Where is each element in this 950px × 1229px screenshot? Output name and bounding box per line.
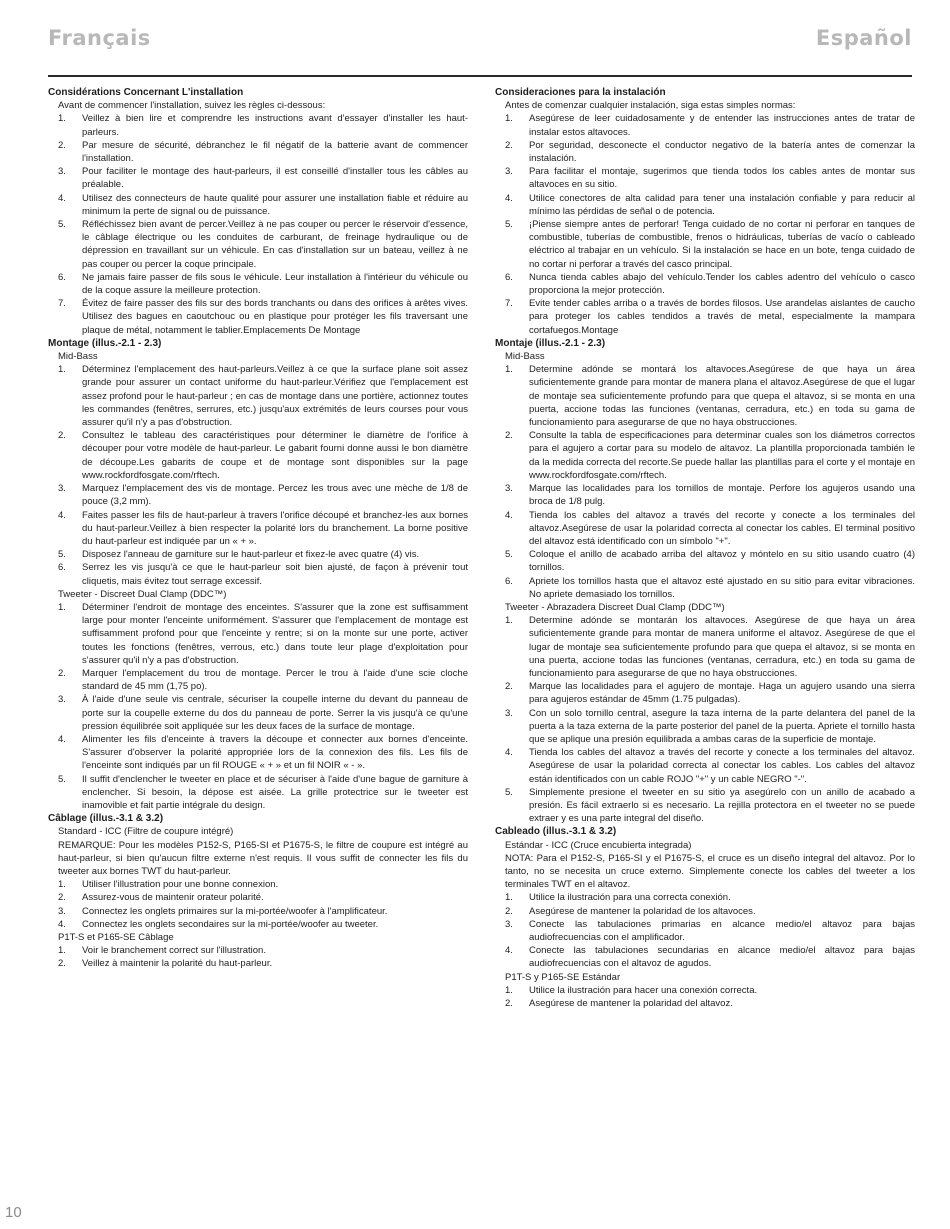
list-item-number: 2. [58,430,66,442]
list-item-number: 3. [505,166,513,178]
list-item-number: 3. [58,166,66,178]
list-item-text: Evite tender cables arriba o a través de bordes filosos. Use arandelas aislantes de caucho para proteger los cables tendidos a través de metal, especialmente la mampara cortafuegos.Montage [529,298,915,336]
list-item [495,575,915,601]
list-item [495,891,915,904]
list-item-number: 3. [505,918,513,930]
list-item-text: Marquez l'emplacement des vis de montage. Percez les trous avec une mèche de 1/8 de pouce (3,2 mm). [82,483,468,508]
list-item-text: Para facilitar el montaje, sugerimos que tienda todos los cables antes de montar sus altavoces en su sitio. [529,166,915,191]
list-item-number: 3. [58,694,66,706]
list-item [48,561,468,587]
section-heading: Montaje (illus.-2.1 - 2.3) [495,337,606,349]
list-item [48,271,468,297]
list-item [495,363,915,429]
list-item [48,957,468,970]
list-item-number: 4. [505,945,513,957]
list-item-number: 1. [505,984,513,996]
list-item [495,297,915,337]
list-item-text: Consultez le tableau des caractéristiques pour déterminer le diamètre de l'orifice à découper pour votre modèle de haut-parleur. Le gabarit fourni donne aussi le bon diamètre de découpe.Les gabarits de coupe et de montage sont disponibles sur la page www.rockfordfosgate.com/rftech. [82,430,468,481]
list-item-number: 4. [505,192,513,204]
list-item-text: Évitez de faire passer des fils sur des bords tranchants ou dans des orifices à arêtes vives. Utilisez des bagues en caoutchouc ou en plastique pour protéger les fils traversant une plaque de métal, notamment le tablier.Emplacements De Montage [82,298,468,336]
list-item-text: Nunca tienda cables abajo del vehículo.Tender los cables adentro del vehículo o casco proporciona la mejor protección. [529,271,915,297]
list-item-number: 2. [505,681,513,693]
list-item-text: Veillez à maintenir la polarité du haut-parleur. [82,958,273,970]
list-item-number: 2. [505,430,513,442]
list-item [48,165,468,191]
list-item-number: 1. [58,364,66,376]
paragraph: Avant de commencer l'installation, suivez les règles ci-dessous: [58,100,326,112]
list-item-text: Apriete los tornillos hasta que el altavoz esté ajustado en su sitio para evitar vibraciones. No apriete demasiado los tornillos. [529,575,915,600]
list-item [48,891,468,904]
list-item-text: Veillez à bien lire et comprendre les instructions avant d'essayer d'installer les haut-parleurs. [82,113,468,138]
section-heading: Consideraciones para la instalación [495,87,666,98]
french-column [48,86,468,971]
list-item [48,944,468,957]
list-item-text: Connectez les onglets secondaires sur la mi-portée/woofer au tweeter. [82,918,379,930]
list-item-number: 1. [58,879,66,891]
list-item-number: 6. [505,575,513,587]
section-heading: Montage (illus.-2.1 - 2.3) [48,337,162,349]
list-item [495,112,915,138]
list-item-text: Tienda los cables del altavoz a través del recorte y conecte a los terminales del altavoz.Asegúrese de usar la polaridad correcta al conectar los cables. El terminal positivo del altavoz está identificado con un símbolo "+". [529,509,915,547]
list-item-text: Faites passer les fils de haut-parleur à travers l'orifice découpé et branchez-les aux bornes du haut-parleur.Veillez à bien respecter la polarité lors du branchement. La borne positive du haut-parleur est indiquée par un « + ». [82,509,468,547]
list-item-text: ¡Piense siempre antes de perforar! Tenga cuidado de no cortar ni perforar en tanques de combustible, tuberías de combustible, frenos o hidráulicas, tuberías de vacío o cableado eléctrico al trabajar en un vehículo. Si la instalación se hace en un bote, tenga cuidado de no cortar ni perforar a través del casco principal. [529,219,915,270]
list-item-number: 3. [505,483,513,495]
list-item-number: 2. [505,905,513,917]
list-item-text: Utilice conectores de alta calidad para tener una instalación confiable y para reducir al mínimo las pérdidas de señal o de potencia. [529,192,915,217]
list-item-text: Utilice la ilustración para hacer una conexión correcta. [529,984,758,996]
list-item-number: 5. [58,773,66,785]
list-item-number: 5. [505,786,513,798]
list-item [48,112,468,138]
list-item-number: 2. [58,958,66,970]
paragraph: Antes de comenzar cualquier instalación, siga estas simples normas: [505,100,796,112]
spanish-column [495,86,915,1010]
list-item [48,601,468,667]
list-item-number: 1. [505,615,513,627]
header-title-spanish: Español [815,26,912,50]
list-item-text: Por seguridad, desconecte el conductor negativo de la batería antes de comenzar la instalación. [529,139,915,165]
note-paragraph: NOTA: Para el P152-S, P165-SI y el P1675-S, el cruce es un diseño integral del altavoz. Por lo tanto, no se necesita un cruce externo. Simplemente conecte los cables del tweeter a los terminales TWT en el altavoz. [505,852,915,891]
list-item-number: 4. [58,509,66,521]
list-item-text: Determine adónde se montarán los altavoces. Asegúrese de que haya un área suficientemente grande para montar de manera uniforme el altavoz. Asegúrese de que el lugar de montaje sea suficientemente profundo para que quepa el altavoz, si se monta en una puerta, accione todas las funciones (ventanas, cerradura, etc.) en toda su gama de funcionamiento para asegurarse de que no haya obstrucciones. [529,615,915,679]
list-item-number: 3. [58,483,66,495]
list-item [495,165,915,191]
list-item-number: 6. [58,271,66,283]
list-item-text: Tienda los cables del altavoz a través del recorte y conecte a los terminales del altavoz. Asegúrese de usar la polaridad correcta al conectar los cables. Los cables del altavoz están identificados con un cable ROJO "+" y un cable NEGRO "-". [529,747,915,785]
list-item-number: 4. [58,733,66,745]
list-item [495,997,915,1010]
list-item-number: 4. [58,918,66,930]
list-item-number: 1. [58,113,66,125]
list-item-number: 5. [505,549,513,561]
paragraph: Tweeter - Abrazadera Discreet Dual Clamp (DDC™) [505,601,725,613]
list-item-number: 4. [505,747,513,759]
list-item-text: Marque las localidades para los tornillos de montaje. Perfore los agujeros usando una broca de 1/8 pulg. [529,483,915,508]
list-item-text: Marque las localidades para el agujero de montaje. Haga un agujero usando una sierra para agujeros estándar de 45mm (1.75 pulgadas). [529,681,915,706]
list-item-number: 4. [505,509,513,521]
list-item [48,363,468,429]
list-item [48,918,468,931]
list-item-number: 6. [505,271,513,283]
list-item-text: Coloque el anillo de acabado arriba del altavoz y móntelo en su sitio usando cuatro (4) tornillos. [529,549,915,574]
list-item-text: Assurez-vous de maintenir orateur polarité. [82,892,264,904]
list-item-text: Conecte las tabulaciones primarias en alcance medio/el altavoz para bajas audiofrecuencias con el amplificador. [529,918,915,943]
list-item-number: 3. [58,905,66,917]
list-item-number: 2. [58,139,66,151]
list-item-text: Par mesure de sécurité, débranchez le fil négatif de la batterie avant de commencer l'installation. [82,139,468,165]
list-item-text: À l'aide d'une seule vis centrale, sécuriser la coupelle interne du devant du panneau de porte sur la coupelle externe du dos du panneau de porte. Serrer la vis jusqu'à ce qu'une pression équilibrée soit appliquée sur les deux faces de la surface de montage. [82,694,468,732]
list-item [48,773,468,813]
list-item-number: 1. [505,364,513,376]
list-item-text: Con un solo tornillo central, asegure la taza interna de la parte delantera del panel de la puerta a la taza externa de la parte posterior del panel de la puerta. Apriete el tornillo hasta que se aplique una presión equilibrada a ambas caras de la superficie de montaje. [529,707,915,745]
list-item [495,905,915,918]
paragraph: Estándar - ICC (Cruce encubierta integrada) [505,839,692,851]
list-item [495,139,915,165]
list-item-number: 4. [58,192,66,204]
list-item-number: 7. [505,298,513,310]
paragraph: Standard - ICC (Filtre de coupure intégré) [58,826,234,838]
list-item-text: Déterminer l'endroit de montage des enceintes. S'assurer que la zone est suffisamment large pour monter l'enceinte uniformément. S'assurer que l'emplacement de montage est suffisamment profond pour que l'enceinte y rentre; si on la monte sur une porte, activer toutes les fonctions (fenêtres, verrous, etc.) dans toute leur plage d'exploitation pour s'assurer qu'il n'y a pas d'obstruction. [82,601,468,666]
list-item-text: Asegúrese de leer cuidadosamente y de entender las instrucciones antes de tratar de instalar estos altavoces. [529,113,915,138]
list-item-text: Determine adónde se montará los altavoces.Asegúrese de que haya un área suficientemente grande para montar de manera plana el altavoz.Asegúrese de que el lugar de montaje sea suficientemente profundo para que quepa el altavoz, si se monta en una puerta, accione todas las funciones (ventanas, cerradura, etc.) en toda su gama de funcionamiento para asegurarse de que no haya obstrucciones. [529,364,915,429]
list-item-text: Réfléchissez bien avant de percer.Veillez à ne pas couper ou percer le réservoir d'essence, le câblage électrique ou les conduites de carburant, de freinage hydraulique ou de dépression en travaillant sur un véhicule. En cas d'installation sur un bateau, veillez à ne pas couper ou percer la coque principale. [82,219,468,270]
list-item [48,509,468,549]
list-item [495,218,915,271]
list-item-text: Utilisez des connecteurs de haute qualité pour assurer une installation fiable et réduire au minimum la perte de signal ou de puissance. [82,192,468,217]
list-item [48,905,468,918]
list-item-text: Conecte las tabulaciones secundarias en alcance medio/el altavoz para bajas audiofrecuencias con el altavoz de agudos. [529,945,915,970]
list-item [495,680,915,706]
list-item-text: Utilice la ilustración para una correcta conexión. [529,892,731,904]
list-item [495,271,915,297]
list-item [48,482,468,508]
list-item-text: Consulte la tabla de especificaciones para determinar cuales son los diámetros correctos para el agujero a cortar para su modelo de altavoz. La plantilla proporcionada también le da la medida correcta del recorte.Se puede hallar las plantillas para el corte y el montaje en www.rockfordfosgate.com/rftech. [529,430,915,481]
paragraph: Mid-Bass [58,351,98,363]
list-item-number: 7. [58,298,66,310]
list-item [48,693,468,733]
header-title-french: Français [48,26,151,50]
list-item-number: 5. [58,549,66,561]
list-item [495,918,915,944]
list-item-text: Asegúrese de mantener la polaridad del altavoz. [529,998,733,1010]
list-item [48,429,468,482]
list-item [495,746,915,786]
section-heading: Cableado (illus.-3.1 & 3.2) [495,826,617,838]
list-item-number: 2. [505,139,513,151]
list-item-text: Serrez les vis jusqu'à ce que le haut-parleur soit bien ajusté, de façon à prévenir tout cliquetis, mais évitez tout serrage excessif. [82,562,468,587]
list-item [48,139,468,165]
list-item-text: Il suffit d'enclencher le tweeter en place et de sécuriser à l'aide d'une bague de garniture à enclencher. Si besoin, la dépose est aisée. La grille protectrice sur le tweeter est inamovible et fait partie intégrale du design. [82,773,468,811]
paragraph: Mid-Bass [505,351,545,363]
list-item [495,482,915,508]
page-number: 10 [5,1204,22,1221]
list-item [495,192,915,218]
list-item [48,192,468,218]
list-item-number: 5. [505,219,513,231]
paragraph: P1T-S et P165-SE Câblage [58,932,174,943]
paragraph: Tweeter - Discreet Dual Clamp (DDC™) [58,588,227,600]
note-paragraph: REMARQUE: Pour les modèles P152-S, P165-SI et P1675-S, le filtre de coupure est intégré au haut-parleur, si bien qu'aucun filtre externe n'est requis. Il vous suffit de connecter les fils du tweeter aux bornes TWT du haut-parleur. [58,839,468,877]
list-item-number: 3. [505,707,513,719]
list-item [48,297,468,337]
list-item-text: Pour faciliter le montage des haut-parleurs, il est conseillé d'installer tous les câbles au préalable. [82,166,468,191]
list-item [495,614,915,680]
list-item [495,707,915,747]
list-item-number: 1. [58,945,66,957]
list-item [495,509,915,549]
list-item-text: Disposez l'anneau de garniture sur le haut-parleur et fixez-le avec quatre (4) vis. [82,549,420,561]
list-item-number: 2. [58,892,66,904]
list-item-text: Alimenter les fils d'enceinte à travers la découpe et connecter aux bornes d'enceinte. S'assurer d'observer la polarité appropriée lors de la connexion des fils. Les fils de l'enceinte sont indiqués par un fil ROUGE « + » et un fil NOIR « - ». [82,733,468,772]
list-item-number: 5. [58,219,66,231]
list-item-number: 1. [505,892,513,904]
list-item [495,429,915,482]
list-item-number: 2. [505,998,513,1010]
list-item [495,786,915,826]
list-item [495,984,915,997]
header-divider [48,75,912,77]
list-item [48,218,468,271]
list-item-text: Connectez les onglets primaires sur la mi-portée/woofer à l'amplificateur. [82,905,388,917]
paragraph: P1T-S y P165-SE Estándar [505,971,621,983]
list-item [48,878,468,891]
section-heading: Câblage (illus.-3.1 & 3.2) [48,813,164,825]
list-item-number: 6. [58,562,66,574]
list-item-text: Simplemente presione el tweeter en su sitio ya asegúrelo con un anillo de acabado a presión. Es fácil extraerlo si es necesario. La rejilla protectora en el tweeter no se puede extraer y es una parte integral del diseño. [529,786,915,825]
list-item [495,944,915,970]
list-item [495,548,915,574]
list-item-text: Déterminez l'emplacement des haut-parleurs.Veillez à ce que la surface plane soit assez grande pour assurer un contact uniforme du haut-parleur.Vérifiez que l'emplacement est assez profond pour le haut-parleur ; en cas de montage dans une portière, actionnez toutes les commandes (fenêtres, serrures, etc.) jusqu'aux extrémités de leurs courses pour vous assurer qu'il n'y a pas d'obstruction. [82,364,468,429]
list-item-number: 1. [505,113,513,125]
list-item [48,733,468,773]
list-item [48,667,468,693]
list-item-text: Marquer l'emplacement du trou de montage. Percer le trou à l'aide d'une scie cloche standard de 45 mm (1,75 po). [82,667,468,693]
list-item-text: Utiliser l'illustration pour une bonne connexion. [82,879,279,891]
list-item-number: 2. [58,667,66,679]
section-heading: Considérations Concernant L'installation [48,87,244,98]
list-item-text: Asegúrese de mantener la polaridad de los altavoces. [529,905,756,917]
list-item-text: Voir le branchement correct sur l'illustration. [82,945,266,957]
list-item-text: Ne jamais faire passer de fils sous le véhicule. Leur installation à l'intérieur du véhicule ou de la coque assure la meilleure protection. [82,271,468,297]
list-item [48,548,468,561]
list-item-number: 1. [58,601,66,613]
